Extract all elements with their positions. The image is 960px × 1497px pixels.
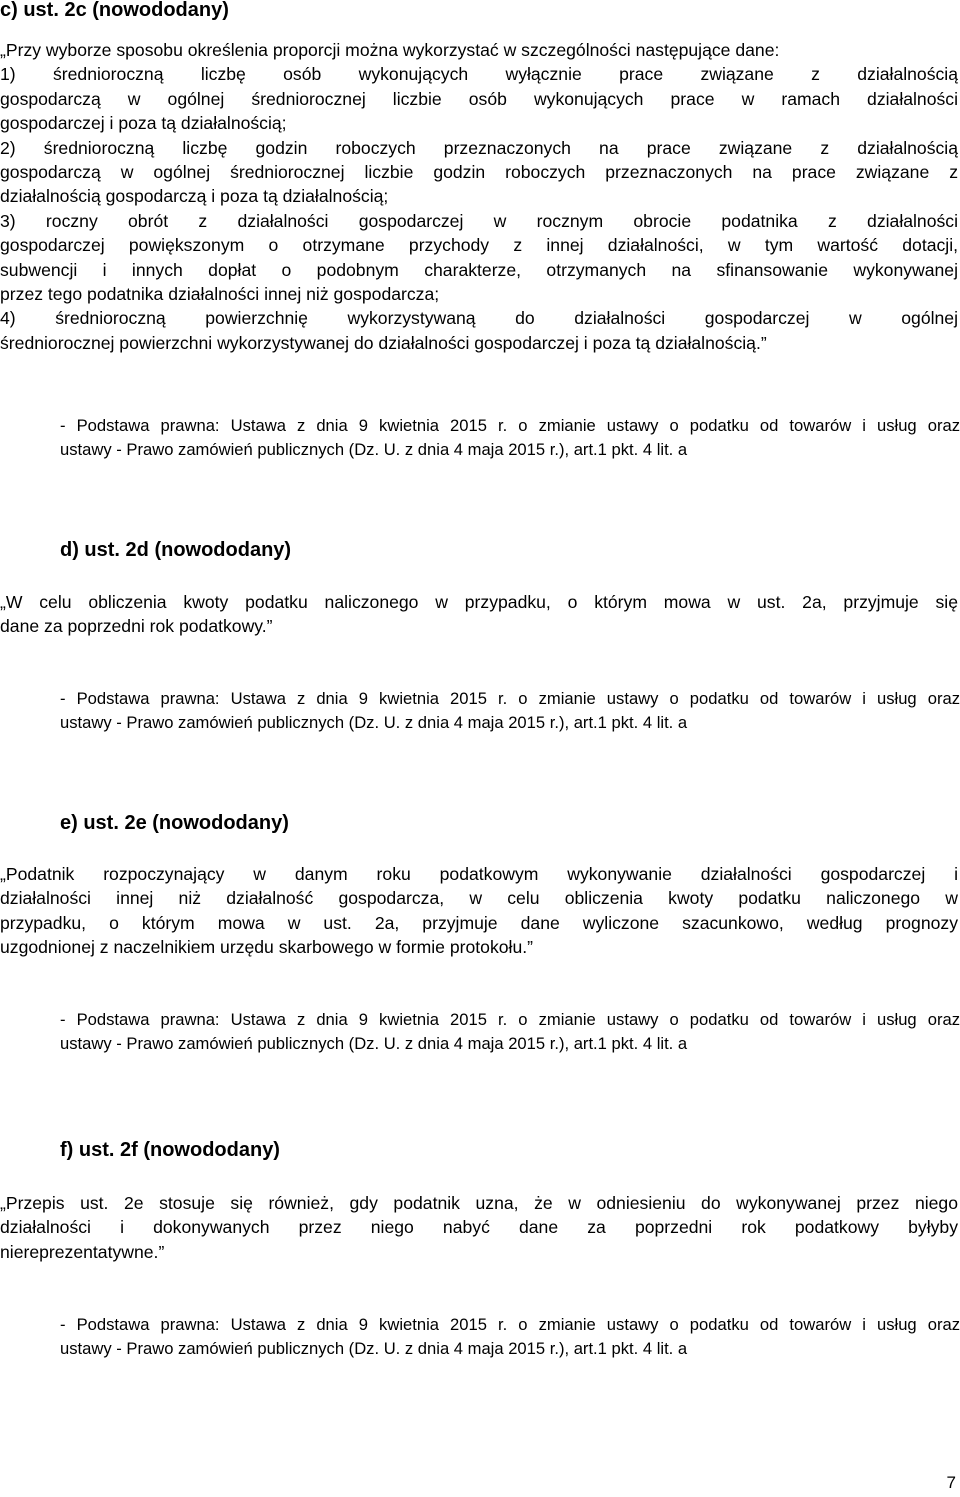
section-heading-e: e) ust. 2e (nowododany) — [60, 812, 289, 834]
body-line: 1) średnioroczną liczbę osób wykonujących wyłącznie prace związane z działalnością — [0, 64, 958, 85]
body-line: przypadku, o którym mowa w ust. 2a, przyjmuje dane wyliczone szacunkowo, według prognozy — [0, 912, 958, 933]
body-line: przez tego podatnika działalności innej niż gospodarcza; — [0, 284, 440, 305]
legal-line: - Podstawa prawna: Ustawa z dnia 9 kwietnia 2015 r. o zmianie ustawy o podatku od towarów i usług oraz — [60, 1010, 960, 1029]
section-body-f — [0, 1191, 958, 1264]
body-line: uzgodnionej z naczelnikiem urzędu skarbowego w formie protokołu.” — [0, 937, 533, 958]
legal-line: - Podstawa prawna: Ustawa z dnia 9 kwietnia 2015 r. o zmianie ustawy o podatku od towarów i usług oraz — [60, 416, 960, 435]
legal-basis-e — [60, 1008, 960, 1057]
body-line: gospodarczą w ogólnej średniorocznej liczbie godzin roboczych przeznaczonych na prace związane z — [0, 162, 958, 183]
legal-basis-f — [60, 1313, 960, 1362]
body-line: gospodarczej powiększonym o otrzymane przychody z innej działalności, w tym wartość dotacji, — [0, 235, 958, 256]
body-line: „Przepis ust. 2e stosuje się również, gdy podatnik uzna, że w odniesieniu do wykonywanej przez niego — [0, 1193, 958, 1213]
body-line: średniorocznej powierzchni wykorzystywanej do działalności gospodarczej i poza tą działalnością.” — [0, 332, 767, 353]
section-body-c — [0, 38, 958, 355]
legal-line: ustawy - Prawo zamówień publicznych (Dz. U. z dnia 4 maja 2015 r.), art.1 pkt. 4 lit. a — [60, 440, 688, 460]
legal-line: - Podstawa prawna: Ustawa z dnia 9 kwietnia 2015 r. o zmianie ustawy o podatku od towarów i usług oraz — [60, 1315, 960, 1334]
legal-line: ustawy - Prawo zamówień publicznych (Dz. U. z dnia 4 maja 2015 r.), art.1 pkt. 4 lit. a — [60, 713, 688, 733]
body-line: gospodarczej i poza tą działalnością; — [0, 113, 287, 134]
body-line: „Podatnik rozpoczynający w danym roku podatkowym wykonywanie działalności gospodarczej i — [0, 864, 958, 884]
body-line: działalnością gospodarczą i poza tą działalnością; — [0, 186, 389, 207]
legal-line: - Podstawa prawna: Ustawa z dnia 9 kwietnia 2015 r. o zmianie ustawy o podatku od towarów i usług oraz — [60, 689, 960, 708]
section-heading-d: d) ust. 2d (nowododany) — [60, 539, 292, 561]
body-line: „Przy wyborze sposobu określenia proporcji można wykorzystać w szczególności następujące dane: — [0, 40, 780, 60]
section-heading-c: c) ust. 2c (nowododany) — [0, 0, 229, 21]
legal-line: ustawy - Prawo zamówień publicznych (Dz. U. z dnia 4 maja 2015 r.), art.1 pkt. 4 lit. a — [60, 1339, 688, 1359]
body-line: gospodarczą w ogólnej średniorocznej liczbie osób wykonujących prace w ramach działalności — [0, 88, 958, 109]
body-line: 4) średnioroczną powierzchnię wykorzystywaną do działalności gospodarczej w ogólnej — [0, 308, 958, 329]
body-line: działalności i dokonywanych przez niego nabyć dane za poprzedni rok podatkowy byłyby — [0, 1217, 958, 1238]
legal-basis-d — [60, 687, 960, 736]
section-heading-f: f) ust. 2f (nowododany) — [60, 1139, 280, 1161]
section-body-d — [0, 590, 958, 639]
body-line: „W celu obliczenia kwoty podatku naliczonego w przypadku, o którym mowa w ust. 2a, przyjmuje się — [0, 592, 958, 612]
body-line: niereprezentatywne.” — [0, 1241, 165, 1262]
body-line: subwencji i innych dopłat o podobnym charakterze, otrzymanych na sfinansowanie wykonywanej — [0, 259, 958, 280]
body-line: dane za poprzedni rok podatkowy.” — [0, 616, 273, 637]
legal-line: ustawy - Prawo zamówień publicznych (Dz. U. z dnia 4 maja 2015 r.), art.1 pkt. 4 lit. a — [60, 1034, 688, 1054]
body-line: 3) roczny obrót z działalności gospodarczej w rocznym obrocie podatnika z działalności — [0, 210, 958, 231]
body-line: działalności innej niż działalność gospodarcza, w celu obliczenia kwoty podatku naliczonego w — [0, 888, 958, 909]
legal-basis-c — [60, 414, 960, 463]
body-line: 2) średnioroczną liczbę godzin roboczych przeznaczonych na prace związane z działalnością — [0, 137, 958, 158]
section-body-e — [0, 862, 958, 960]
page-number: 7 — [946, 1473, 956, 1492]
